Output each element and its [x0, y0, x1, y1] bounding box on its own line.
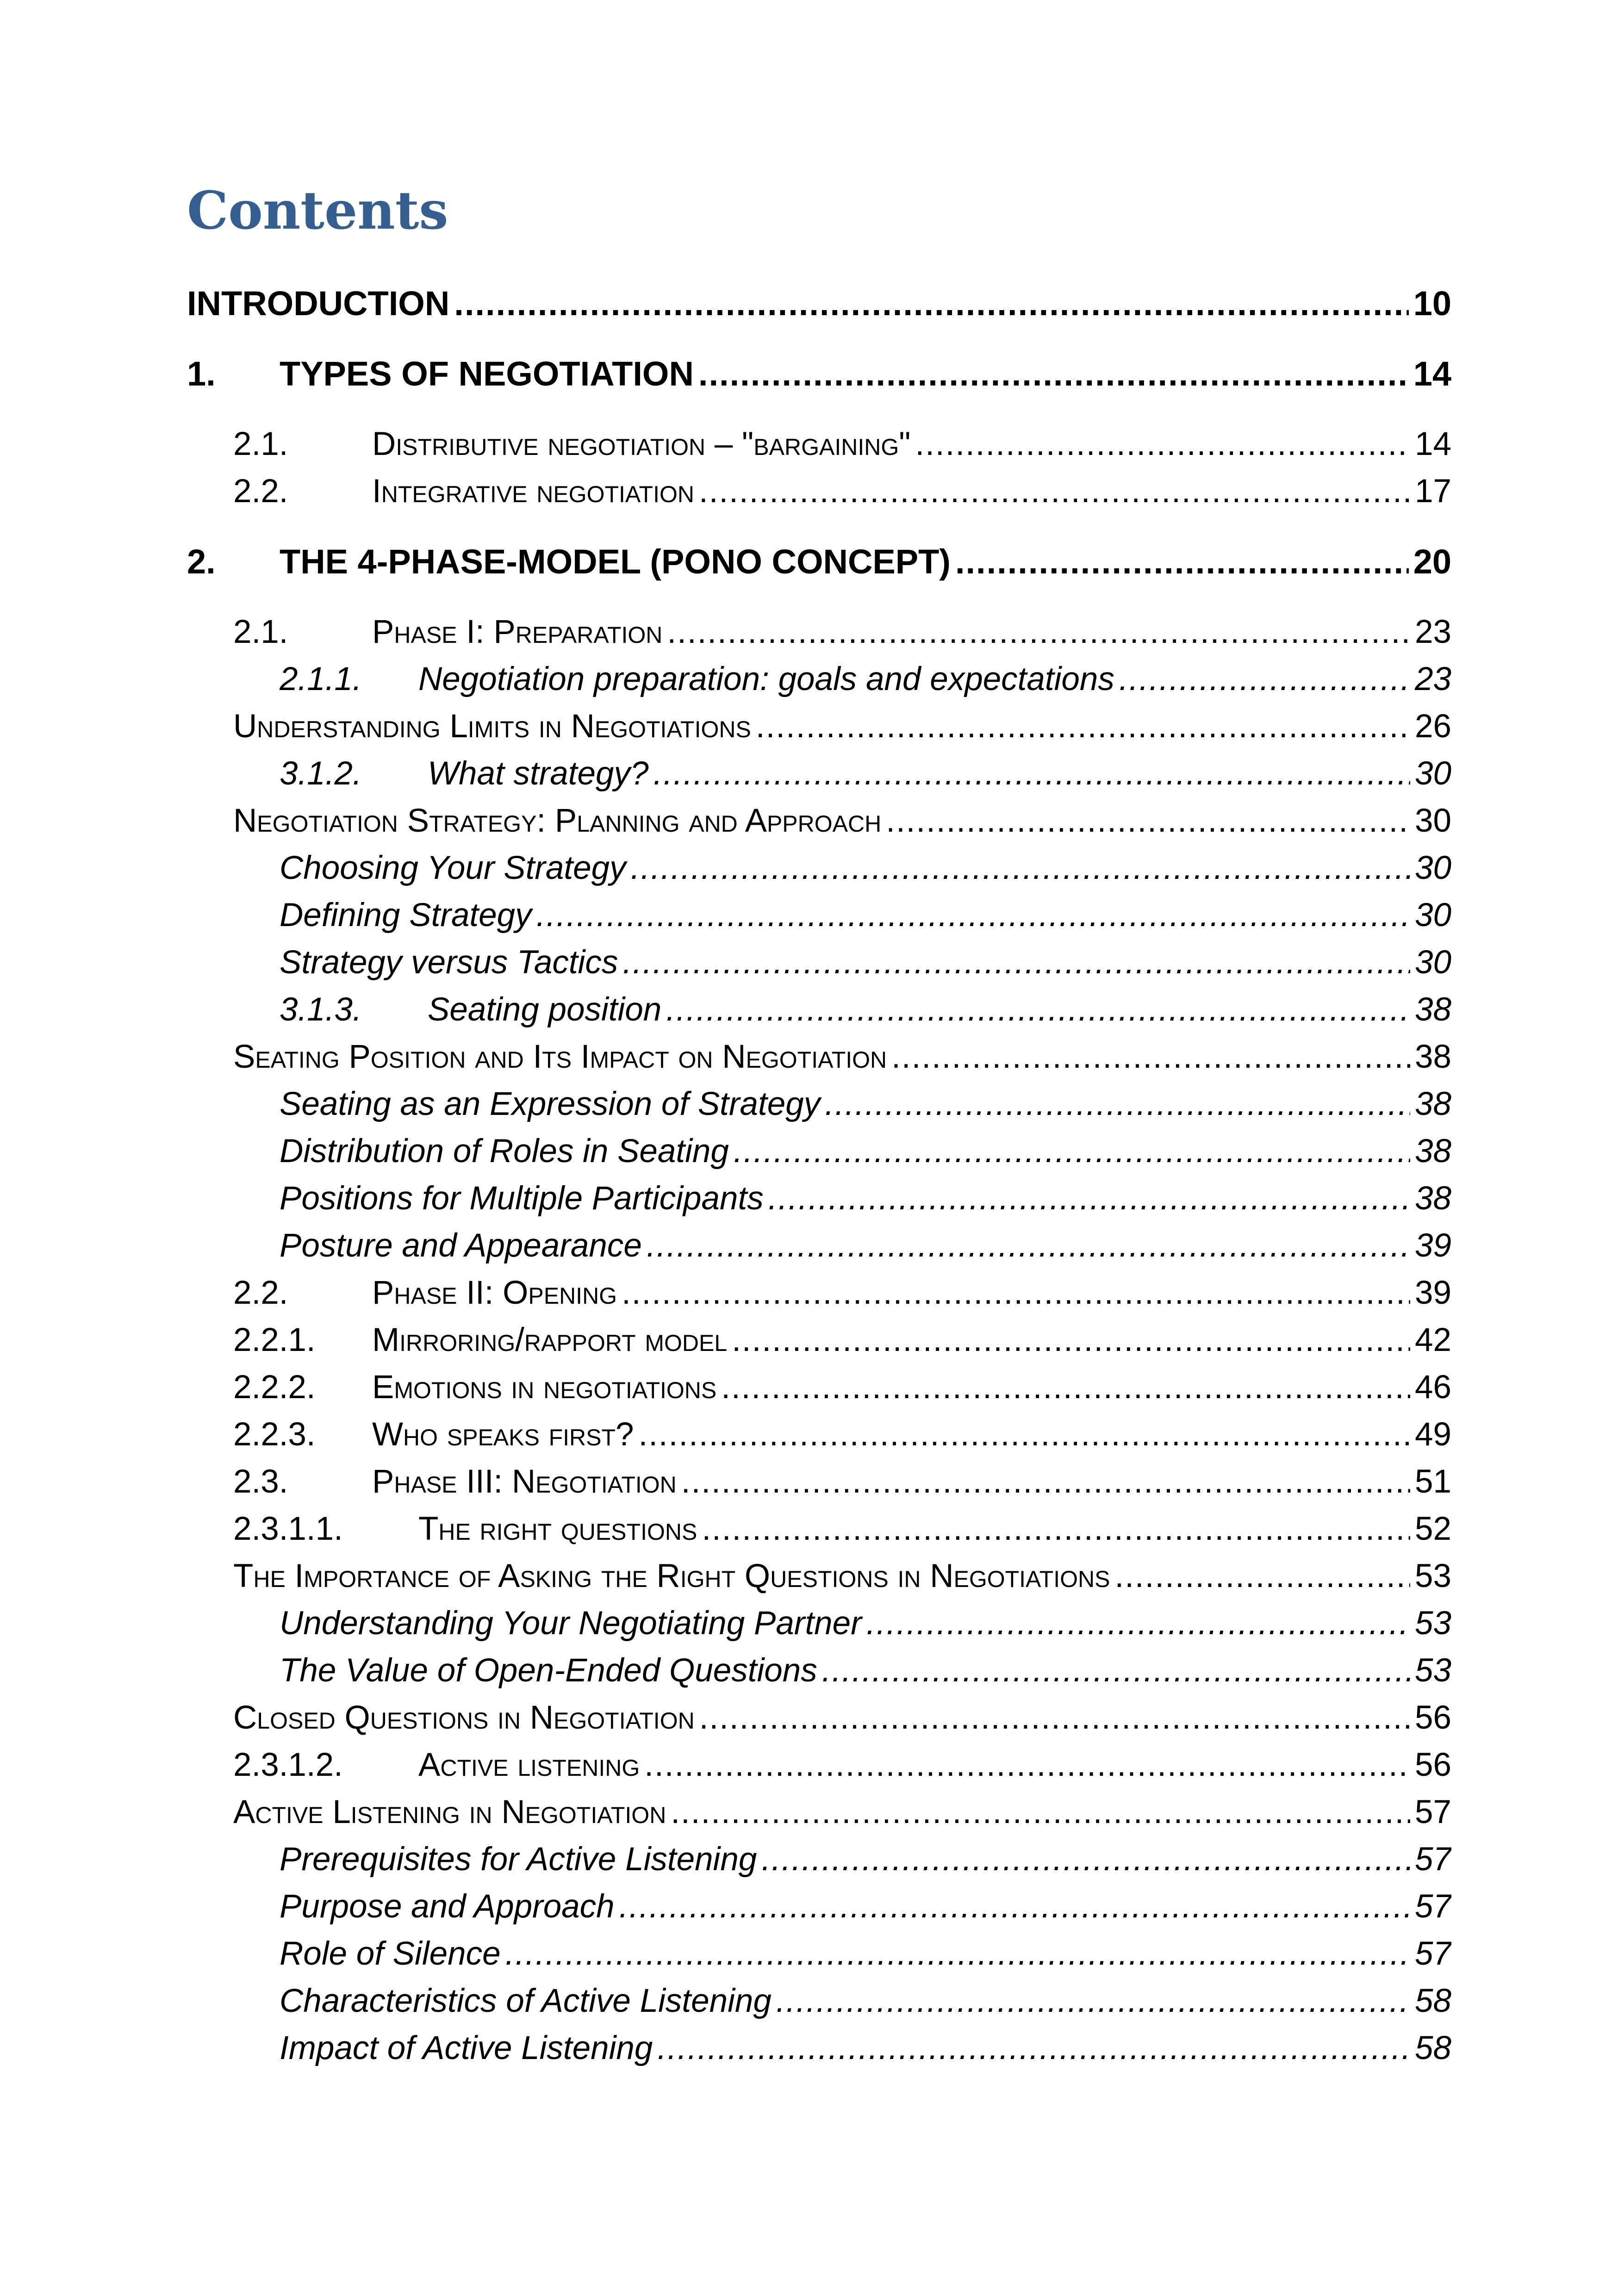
toc-entry-title: Posture and Appearance — [280, 1227, 642, 1264]
toc-entry[interactable] — [280, 989, 1451, 1030]
toc-entry[interactable] — [280, 1981, 1451, 2022]
dot-leader — [721, 1367, 1410, 1408]
toc-entry[interactable] — [233, 1414, 1451, 1455]
toc-entry-page: 30 — [1415, 897, 1451, 933]
toc-entry-title: Distribution of Roles in Seating — [280, 1133, 729, 1170]
toc-entry-title: Characteristics of Active Listening — [280, 1983, 772, 2019]
toc-entry[interactable] — [280, 1839, 1451, 1880]
toc-entry-number: 2.2.2. — [233, 1369, 316, 1406]
toc-entry-page: 53 — [1415, 1605, 1451, 1642]
toc-entry-page: 38 — [1415, 1133, 1451, 1170]
toc-entry-page: 39 — [1415, 1227, 1451, 1264]
toc-entry[interactable] — [233, 801, 1451, 841]
toc-entry-title: Seating position — [428, 991, 662, 1028]
toc-entry[interactable] — [187, 283, 1451, 324]
toc-entry-page: 38 — [1415, 1086, 1451, 1122]
toc-entry[interactable] — [280, 895, 1451, 936]
toc-entry-page: 30 — [1415, 755, 1451, 792]
toc-entry[interactable] — [233, 1367, 1451, 1408]
toc-entry-title: The right questions — [418, 1511, 697, 1547]
toc-entry[interactable] — [280, 1226, 1451, 1266]
toc-entry-page: 42 — [1415, 1322, 1451, 1358]
dot-leader — [915, 424, 1410, 465]
toc-entry-page: 14 — [1415, 426, 1451, 462]
toc-entry[interactable] — [233, 471, 1451, 512]
toc-entry-number: 2.2. — [233, 1275, 288, 1311]
toc-entry-title: Emotions in negotiations — [372, 1369, 717, 1406]
toc-entry-title: Negotiation preparation: goals and expectations — [418, 661, 1114, 697]
toc-entry-page: 57 — [1415, 1841, 1451, 1878]
dot-leader — [644, 1745, 1410, 1786]
dot-leader — [955, 541, 1409, 582]
toc-entry-title: Understanding Limits in Negotiations — [233, 708, 751, 745]
toc-entry-page: 58 — [1415, 2030, 1451, 2066]
toc-entry[interactable] — [280, 1178, 1451, 1219]
dot-leader — [699, 471, 1410, 512]
toc-entry-title: Closed Questions in Negotiation — [233, 1699, 695, 1736]
toc-entry[interactable] — [233, 1320, 1451, 1361]
dot-leader — [1119, 659, 1410, 700]
dot-leader — [699, 1698, 1410, 1738]
toc-entry[interactable] — [280, 942, 1451, 983]
toc-entry[interactable] — [233, 1509, 1451, 1549]
toc-entry-title: Active listening — [418, 1747, 640, 1783]
toc-entry-title: Strategy versus Tactics — [280, 944, 618, 981]
dot-leader — [622, 942, 1410, 983]
toc-entry[interactable] — [280, 1934, 1451, 1974]
toc-entry[interactable] — [280, 659, 1451, 700]
toc-entry-number: 2.3.1.1. — [233, 1511, 343, 1547]
toc-entry[interactable] — [280, 848, 1451, 889]
toc-entry-title: The Value of Open-Ended Questions — [280, 1652, 817, 1689]
toc-entry[interactable] — [187, 541, 1451, 582]
toc-entry[interactable] — [233, 1037, 1451, 1077]
dot-leader — [756, 706, 1410, 747]
dot-leader — [825, 1084, 1410, 1125]
dot-leader — [653, 753, 1410, 794]
toc-entry[interactable] — [233, 1273, 1451, 1313]
dot-leader — [622, 1273, 1410, 1313]
page-title: Contents — [187, 180, 448, 241]
dot-leader — [681, 1462, 1410, 1502]
dot-leader — [866, 1603, 1410, 1644]
toc-entry-page: 26 — [1415, 708, 1451, 745]
toc-entry-page: 56 — [1415, 1699, 1451, 1736]
toc-entry-title: TYPES OF NEGOTIATION — [280, 355, 694, 393]
dot-leader — [454, 283, 1408, 324]
toc-entry-number: 2.2.3. — [233, 1416, 316, 1453]
toc-entry[interactable] — [233, 1556, 1451, 1597]
toc-entry-page: 23 — [1415, 614, 1451, 650]
toc-entry-page: 30 — [1415, 850, 1451, 886]
toc-entry-title: INTRODUCTION — [187, 284, 450, 323]
toc-entry-number: 3.1.3. — [280, 991, 362, 1028]
toc-entry-number: 2.3.1.2. — [233, 1747, 343, 1783]
toc-entry[interactable] — [280, 753, 1451, 794]
dot-leader — [666, 989, 1410, 1030]
toc-entry-page: 38 — [1415, 1180, 1451, 1217]
toc-entry-page: 14 — [1413, 355, 1451, 393]
toc-entry-page: 52 — [1415, 1511, 1451, 1547]
toc-entry-number: 2.3. — [233, 1463, 288, 1500]
toc-entry-title: Phase III: Negotiation — [372, 1463, 677, 1500]
toc-entry-title: Active Listening in Negotiation — [233, 1794, 666, 1830]
toc-entry-title: Prerequisites for Active Listening — [280, 1841, 757, 1878]
dot-leader — [734, 1131, 1410, 1172]
dot-leader — [768, 1178, 1410, 1219]
toc-entry[interactable] — [280, 1650, 1451, 1691]
toc-entry-title: The Importance of Asking the Right Questions in Negotiations — [233, 1558, 1110, 1594]
toc-entry-title: Phase II: Opening — [372, 1275, 617, 1311]
toc-entry-title: Mirroring/rapport model — [372, 1322, 728, 1358]
toc-entry-page: 57 — [1415, 1888, 1451, 1925]
toc-entry[interactable] — [233, 1698, 1451, 1738]
toc-entry[interactable] — [187, 354, 1451, 394]
toc-entry-title: Who speaks first? — [372, 1416, 634, 1453]
dot-leader — [732, 1320, 1410, 1361]
toc-entry-number: 2.2.1. — [233, 1322, 316, 1358]
dot-leader — [505, 1934, 1410, 1974]
toc-entry-title: Seating Position and Its Impact on Negotiation — [233, 1039, 887, 1075]
toc-entry[interactable] — [280, 1603, 1451, 1644]
toc-entry[interactable] — [233, 706, 1451, 747]
toc-entry-title: Defining Strategy — [280, 897, 532, 933]
toc-entry-page: 51 — [1415, 1463, 1451, 1500]
toc-entry-title: Choosing Your Strategy — [280, 850, 626, 886]
toc-entry-page: 20 — [1413, 542, 1451, 581]
toc-entry-number: 2.1. — [233, 614, 288, 650]
toc-entry-page: 58 — [1415, 1983, 1451, 2019]
dot-leader — [761, 1839, 1410, 1880]
dot-leader — [822, 1650, 1410, 1691]
dot-leader — [536, 895, 1410, 936]
dot-leader — [1114, 1556, 1410, 1597]
toc-entry-title: Positions for Multiple Participants — [280, 1180, 764, 1217]
dot-leader — [657, 2028, 1410, 2069]
toc-entry-title: What strategy? — [428, 755, 649, 792]
toc-entry-page: 57 — [1415, 1935, 1451, 1972]
toc-entry-number: 2.2. — [233, 473, 288, 510]
toc-entry-page: 38 — [1415, 1039, 1451, 1075]
toc-entry-title: Negotiation Strategy: Planning and Approach — [233, 803, 882, 839]
toc-entry-title: Phase I: Preparation — [372, 614, 663, 650]
dot-leader — [698, 354, 1409, 394]
toc-entry-number: 3.1.2. — [280, 755, 362, 792]
dot-leader — [631, 848, 1410, 889]
toc-entry-page: 57 — [1415, 1794, 1451, 1830]
dot-leader — [667, 612, 1410, 653]
dot-leader — [886, 801, 1410, 841]
toc-entry[interactable] — [233, 1745, 1451, 1786]
toc-entry-page: 10 — [1413, 284, 1451, 323]
toc-entry-title: Seating as an Expression of Strategy — [280, 1086, 821, 1122]
toc-entry[interactable] — [233, 612, 1451, 653]
toc-entry-page: 38 — [1415, 991, 1451, 1028]
toc-entry-number: 1. — [187, 355, 216, 393]
toc-entry[interactable] — [233, 1792, 1451, 1833]
toc-entry-number: 2. — [187, 542, 216, 581]
toc-entry[interactable] — [233, 1462, 1451, 1502]
toc-entry-page: 56 — [1415, 1747, 1451, 1783]
toc-entry-title: THE 4-PHASE-MODEL (PONO CONCEPT) — [280, 542, 951, 581]
dot-leader — [702, 1509, 1410, 1549]
toc-entry-title: Integrative negotiation — [372, 473, 694, 510]
toc-entry-number: 2.1. — [233, 426, 288, 462]
toc-entry-title: Purpose and Approach — [280, 1888, 615, 1925]
dot-leader — [776, 1981, 1410, 2022]
dot-leader — [619, 1886, 1410, 1927]
toc-entry-title: Understanding Your Negotiating Partner — [280, 1605, 862, 1642]
toc-entry-page: 23 — [1415, 661, 1451, 697]
toc-entry[interactable] — [233, 424, 1451, 465]
toc-entry[interactable] — [280, 1886, 1451, 1927]
toc-entry-page: 46 — [1415, 1369, 1451, 1406]
dot-leader — [891, 1037, 1410, 1077]
dot-leader — [638, 1414, 1410, 1455]
toc-entry[interactable] — [280, 1131, 1451, 1172]
toc-entry-page: 39 — [1415, 1275, 1451, 1311]
toc-entry-page: 49 — [1415, 1416, 1451, 1453]
toc-entry-title: Role of Silence — [280, 1935, 501, 1972]
toc-entry-page: 30 — [1415, 944, 1451, 981]
toc-entry-number: 2.1.1. — [280, 661, 362, 697]
toc-entry-title: Impact of Active Listening — [280, 2030, 653, 2066]
toc-entry-page: 17 — [1415, 473, 1451, 510]
toc-entry-page: 53 — [1415, 1558, 1451, 1594]
toc-entry-page: 53 — [1415, 1652, 1451, 1689]
toc-entry[interactable] — [280, 2028, 1451, 2069]
dot-leader — [671, 1792, 1410, 1833]
toc-entry-page: 30 — [1415, 803, 1451, 839]
toc-entry-title: Distributive negotiation – "bargaining" — [372, 426, 911, 462]
dot-leader — [647, 1226, 1410, 1266]
toc-entry[interactable] — [280, 1084, 1451, 1125]
